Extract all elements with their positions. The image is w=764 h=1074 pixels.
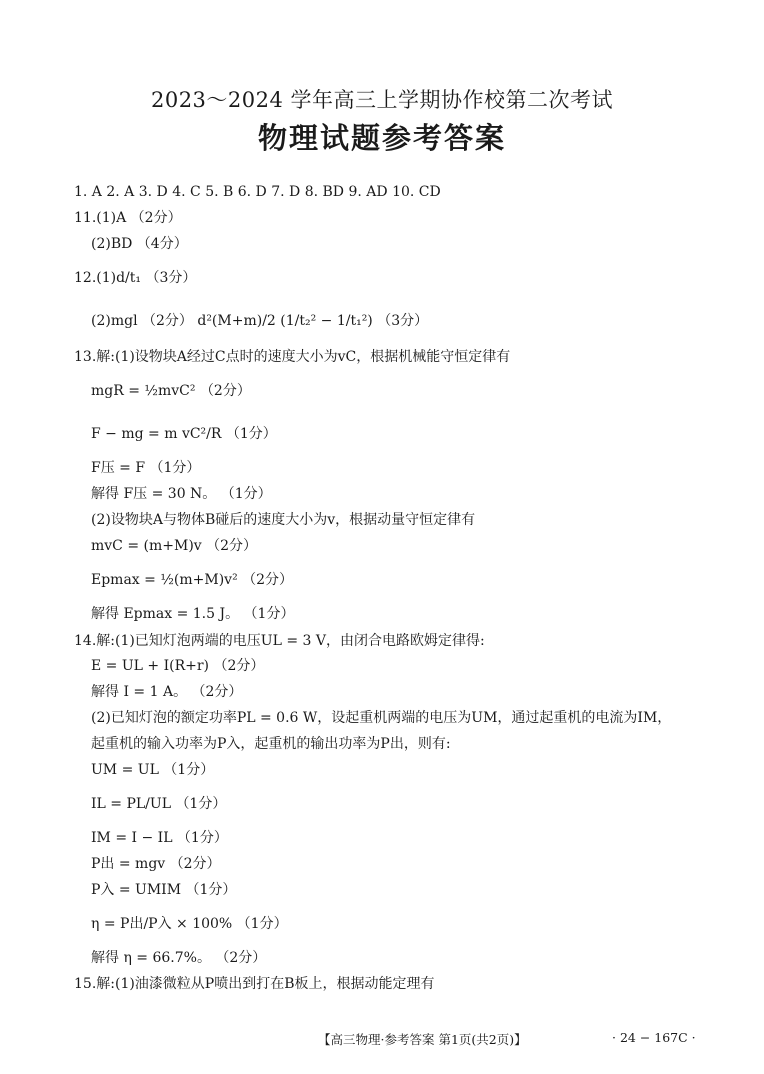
answer-line: mgR = ½mvC² （2分） xyxy=(91,383,251,399)
answer-line: P入 = UMIM （1分） xyxy=(91,882,237,898)
answer-key-title: 物理试题参考答案 xyxy=(257,121,506,155)
answer-line: P出 = mgv （2分） xyxy=(91,856,221,872)
exam-title: 2023～2024 学年高三上学期协作校第二次考试 xyxy=(150,88,614,112)
answer-line: IL = PL/UL （1分） xyxy=(91,796,227,812)
answer-line: 解得 F压 = 30 N。 （1分） xyxy=(91,486,272,502)
answer-line: (2)mgl （2分） d²(M+m)/2 (1/t₂² − 1/t₁²) （3分） xyxy=(91,313,429,329)
footer-code: · 24 − 167C · xyxy=(612,1030,696,1045)
answer-line: (2)已知灯泡的额定功率PL = 0.6 W，设起重机两端的电压为UM，通过起重机的电流为IM， xyxy=(91,710,672,726)
answer-line: η = P出/P入 × 100% （1分） xyxy=(91,916,288,932)
answer-line: Epmax = ½(m+M)v² （2分） xyxy=(91,572,294,588)
answer-line: 14.解:(1)已知灯泡两端的电压UL = 3 V，由闭合电路欧姆定律得: xyxy=(74,633,485,649)
answer-line: (2)BD （4分） xyxy=(91,236,188,252)
answer-line: F压 = F （1分） xyxy=(91,460,201,476)
answer-line: 12.(1)d/t₁ （3分） xyxy=(74,270,197,286)
answer-line: mvC = (m+M)v （2分） xyxy=(91,538,258,554)
answer-line: 解得 η = 66.7%。 （2分） xyxy=(91,950,267,966)
answer-line: UM = UL （1分） xyxy=(91,762,215,778)
footer-page-info: 【高三物理·参考答案 第1页(共2页)】 xyxy=(318,1032,527,1047)
answer-line: 解得 Epmax = 1.5 J。 （1分） xyxy=(91,606,295,622)
answer-line: 15.解:(1)油漆微粒从P喷出到打在B板上，根据动能定理有 xyxy=(74,976,435,992)
answer-line: 13.解:(1)设物块A经过C点时的速度大小为vC，根据机械能守恒定律有 xyxy=(74,349,511,365)
answer-line: F − mg = m vC²/R （1分） xyxy=(91,426,277,442)
answer-line: 解得 I = 1 A。 （2分） xyxy=(91,684,243,700)
answer-line: 1. A 2. A 3. D 4. C 5. B 6. D 7. D 8. BD 9. AD 10. CD xyxy=(74,184,441,200)
answer-line: 起重机的输入功率为P入，起重机的输出功率为P出，则有: xyxy=(91,736,451,752)
answer-line: (2)设物块A与物体B碰后的速度大小为v，根据动量守恒定律有 xyxy=(91,512,476,528)
answer-line: 11.(1)A （2分） xyxy=(74,210,182,226)
answer-line: IM = I − IL （1分） xyxy=(91,830,228,846)
answer-line: E = UL + I(R+r) （2分） xyxy=(91,658,265,674)
